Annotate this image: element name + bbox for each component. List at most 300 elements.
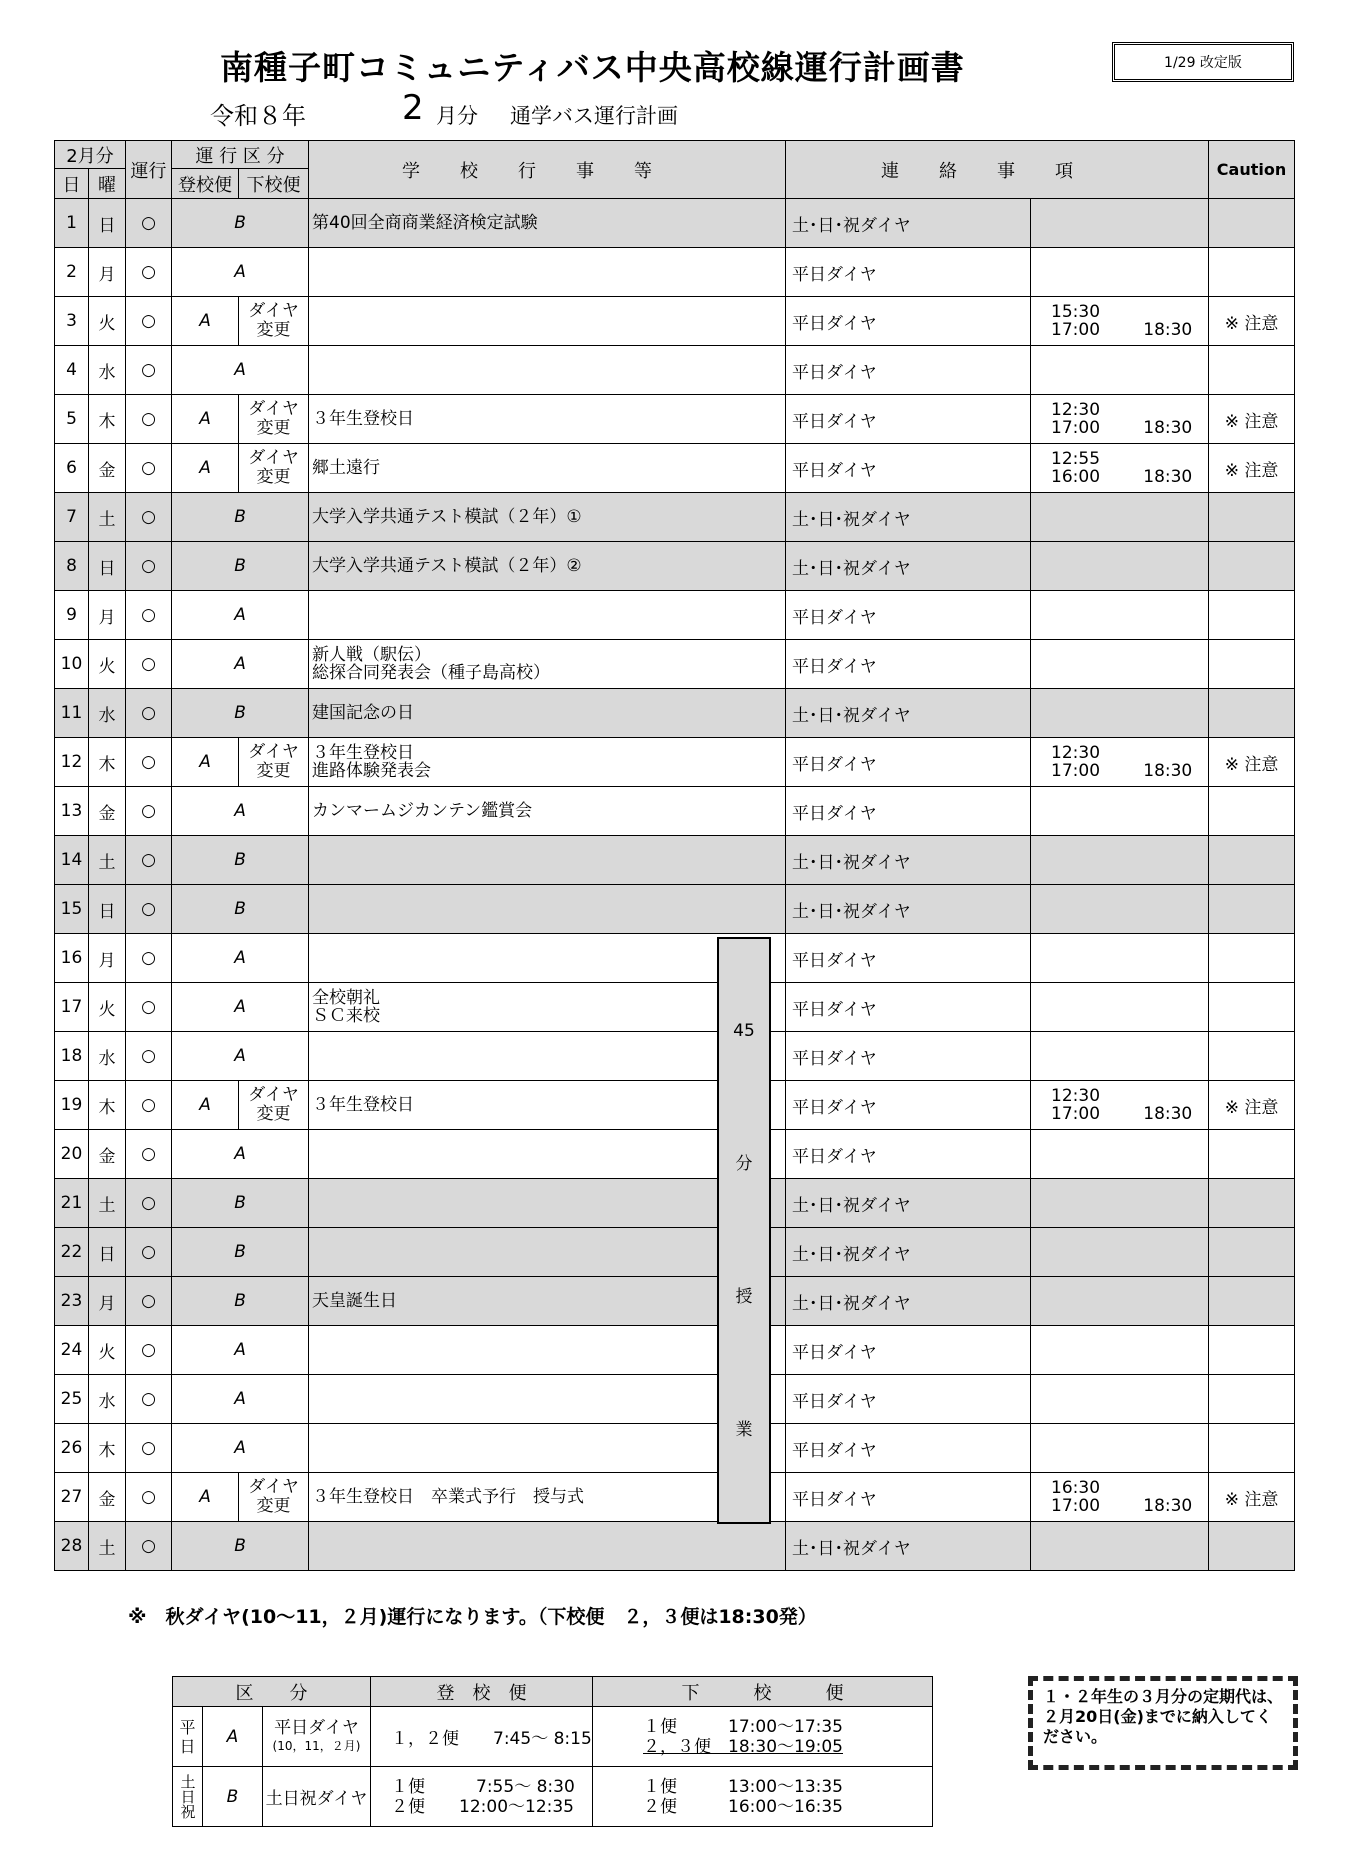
- diagram-type-cell: 平日ダイヤ: [786, 297, 1031, 346]
- table-row: [55, 640, 1295, 689]
- from-school-header: 下校便: [239, 169, 309, 199]
- autumn-schedule-note: ※ 秋ダイヤ(10～11，２月)運行になります。（下校便 ２，３便は18:30発）: [128, 1606, 817, 1628]
- operation-cell: ○: [126, 1032, 172, 1081]
- diagram-type-cell: 平日ダイヤ: [786, 346, 1031, 395]
- operation-cell: ○: [126, 1375, 172, 1424]
- operation-cell: ○: [126, 444, 172, 493]
- weekday-cell: 土: [89, 493, 126, 542]
- diagram-type-cell: 土･日･祝ダイヤ: [786, 885, 1031, 934]
- day-cell: 9: [55, 591, 89, 640]
- operation-cell: ○: [126, 934, 172, 983]
- day-cell: 11: [55, 689, 89, 738]
- category-code: B: [172, 689, 309, 738]
- table-row: [55, 1326, 1295, 1375]
- caution-cell: [1209, 1375, 1295, 1424]
- legend-holiday-group: 土日祝: [173, 1767, 203, 1827]
- table-row: [55, 444, 1295, 493]
- event-cell: 新人戦（駅伝） 総探合同発表会（種子島高校）: [309, 640, 786, 689]
- time-cell: [1031, 787, 1209, 836]
- table-row: [55, 1277, 1295, 1326]
- weekday-cell: 日: [89, 542, 126, 591]
- schedule-change-cell: ダイヤ 変更: [239, 738, 309, 787]
- time-cell: [1031, 885, 1209, 934]
- band-char: 授: [735, 1287, 753, 1307]
- operation-cell: ○: [126, 297, 172, 346]
- legend-holiday-from-2: ２便 16:00～16:35: [643, 1796, 843, 1817]
- legend-weekday-name: 平日ダイヤ: [274, 1717, 359, 1738]
- category-code: A: [172, 983, 309, 1032]
- plan-name: 通学バス運行計画: [510, 104, 678, 128]
- diagram-type-cell: 土･日･祝ダイヤ: [786, 1228, 1031, 1277]
- legend-weekday-months: (10，11，２月): [272, 1738, 361, 1753]
- diagram-type-cell: 土･日･祝ダイヤ: [786, 1179, 1031, 1228]
- to-school-code: A: [172, 1081, 239, 1130]
- weekday-header: 曜: [89, 169, 126, 199]
- caution-cell: [1209, 1130, 1295, 1179]
- event-cell: [309, 591, 786, 640]
- operation-cell: ○: [126, 493, 172, 542]
- diagram-type-cell: 平日ダイヤ: [786, 934, 1031, 983]
- event-cell: 大学入学共通テスト模試（２年）①: [309, 493, 786, 542]
- diagram-type-cell: 土･日･祝ダイヤ: [786, 689, 1031, 738]
- diagram-type-cell: 平日ダイヤ: [786, 1326, 1031, 1375]
- category-code: B: [172, 836, 309, 885]
- schedule-change-cell: ダイヤ 変更: [239, 1081, 309, 1130]
- weekday-cell: 木: [89, 738, 126, 787]
- weekday-cell: 火: [89, 640, 126, 689]
- category-code: A: [172, 1424, 309, 1473]
- operation-cell: ○: [126, 1277, 172, 1326]
- caution-cell: [1209, 689, 1295, 738]
- day-cell: 19: [55, 1081, 89, 1130]
- legend-weekday-code: A: [203, 1707, 263, 1767]
- diagram-type-cell: 土･日･祝ダイヤ: [786, 199, 1031, 248]
- caution-cell: [1209, 1228, 1295, 1277]
- month-number: 2: [402, 88, 424, 128]
- legend-table: [172, 1676, 933, 1827]
- day-cell: 8: [55, 542, 89, 591]
- legend-holiday-to-2: ２便 12:00～12:35: [391, 1796, 574, 1817]
- caution-cell: ※ 注意: [1209, 1473, 1295, 1522]
- revision-badge: 1/29 改定版: [1112, 42, 1294, 82]
- category-code: A: [172, 787, 309, 836]
- caution-cell: [1209, 1179, 1295, 1228]
- band-char: 分: [735, 1154, 753, 1174]
- diagram-type-cell: 平日ダイヤ: [786, 248, 1031, 297]
- time-cell: [1031, 1032, 1209, 1081]
- day-cell: 1: [55, 199, 89, 248]
- weekday-cell: 土: [89, 1179, 126, 1228]
- day-cell: 2: [55, 248, 89, 297]
- day-cell: 14: [55, 836, 89, 885]
- weekday-cell: 金: [89, 787, 126, 836]
- weekday-cell: 水: [89, 1375, 126, 1424]
- table-row: [55, 1228, 1295, 1277]
- legend-weekday-from-1: １便 17:00～17:35: [643, 1716, 843, 1737]
- category-code: B: [172, 542, 309, 591]
- time-cell: [1031, 1375, 1209, 1424]
- operation-cell: ○: [126, 1228, 172, 1277]
- operation-cell: ○: [126, 640, 172, 689]
- events-header: 学校行事等: [309, 141, 786, 199]
- operation-cell: ○: [126, 248, 172, 297]
- time-cell: [1031, 1277, 1209, 1326]
- weekday-cell: 土: [89, 1522, 126, 1571]
- diagram-type-cell: 平日ダイヤ: [786, 1032, 1031, 1081]
- time-cell: [1031, 199, 1209, 248]
- day-cell: 4: [55, 346, 89, 395]
- table-row: [55, 689, 1295, 738]
- weekday-cell: 木: [89, 1081, 126, 1130]
- to-school-header: 登校便: [172, 169, 239, 199]
- operation-cell: ○: [126, 1473, 172, 1522]
- caution-cell: [1209, 346, 1295, 395]
- category-code: A: [172, 934, 309, 983]
- time-cell: 16:30 17:00 18:30: [1031, 1473, 1209, 1522]
- day-cell: 7: [55, 493, 89, 542]
- event-cell: カンマームジカンテン鑑賞会: [309, 787, 786, 836]
- time-cell: 12:30 17:00 18:30: [1031, 738, 1209, 787]
- caution-cell: [1209, 1522, 1295, 1571]
- category-code: A: [172, 1375, 309, 1424]
- caution-cell: [1209, 787, 1295, 836]
- event-cell: [309, 1522, 786, 1571]
- day-cell: 25: [55, 1375, 89, 1424]
- event-cell: [309, 297, 786, 346]
- legend-holiday-from-1: １便 13:00～13:35: [643, 1776, 843, 1797]
- caution-cell: [1209, 640, 1295, 689]
- category-code: B: [172, 1228, 309, 1277]
- category-code: A: [172, 248, 309, 297]
- category-code: A: [172, 591, 309, 640]
- month-unit: 月分: [436, 104, 478, 128]
- caution-cell: [1209, 248, 1295, 297]
- day-cell: 23: [55, 1277, 89, 1326]
- diagram-type-cell: 平日ダイヤ: [786, 1473, 1031, 1522]
- event-cell: [309, 934, 786, 983]
- weekday-cell: 日: [89, 1228, 126, 1277]
- day-cell: 15: [55, 885, 89, 934]
- page-title: 南種子町コミュニティバス中央高校線運行計画書: [220, 48, 965, 87]
- table-row: [55, 1424, 1295, 1473]
- caution-cell: [1209, 199, 1295, 248]
- table-row: [55, 934, 1295, 983]
- event-cell: ３年生登校日: [309, 395, 786, 444]
- event-cell: [309, 1424, 786, 1473]
- schedule-body: [55, 199, 1295, 1571]
- table-row: [55, 1522, 1295, 1571]
- caution-cell: [1209, 1277, 1295, 1326]
- caution-cell: [1209, 542, 1295, 591]
- to-school-code: A: [172, 738, 239, 787]
- day-cell: 20: [55, 1130, 89, 1179]
- operation-cell: ○: [126, 591, 172, 640]
- weekday-cell: 金: [89, 1130, 126, 1179]
- time-cell: 12:30 17:00 18:30: [1031, 1081, 1209, 1130]
- event-cell: 郷土遠行: [309, 444, 786, 493]
- time-cell: [1031, 640, 1209, 689]
- weekday-cell: 水: [89, 346, 126, 395]
- category-code: A: [172, 1032, 309, 1081]
- diagram-type-cell: 平日ダイヤ: [786, 1375, 1031, 1424]
- event-cell: [309, 1375, 786, 1424]
- table-row: [55, 787, 1295, 836]
- time-cell: [1031, 1179, 1209, 1228]
- event-cell: 大学入学共通テスト模試（２年）②: [309, 542, 786, 591]
- diagram-type-cell: 平日ダイヤ: [786, 395, 1031, 444]
- table-row: [55, 1032, 1295, 1081]
- event-cell: [309, 1228, 786, 1277]
- table-row: [55, 346, 1295, 395]
- operation-cell: ○: [126, 1179, 172, 1228]
- day-cell: 26: [55, 1424, 89, 1473]
- time-cell: [1031, 1522, 1209, 1571]
- category-header: 運 行 区 分: [172, 141, 309, 169]
- caution-header: Caution: [1209, 141, 1295, 199]
- category-code: B: [172, 1277, 309, 1326]
- category-code: A: [172, 1130, 309, 1179]
- day-cell: 13: [55, 787, 89, 836]
- time-cell: [1031, 983, 1209, 1032]
- time-cell: [1031, 248, 1209, 297]
- weekday-cell: 土: [89, 836, 126, 885]
- diagram-type-cell: 平日ダイヤ: [786, 1081, 1031, 1130]
- day-cell: 5: [55, 395, 89, 444]
- operation-cell: ○: [126, 787, 172, 836]
- category-code: A: [172, 346, 309, 395]
- category-code: B: [172, 885, 309, 934]
- weekday-cell: 火: [89, 983, 126, 1032]
- 45-minute-class-band: [717, 937, 771, 1524]
- weekday-cell: 金: [89, 444, 126, 493]
- weekday-cell: 水: [89, 689, 126, 738]
- schedule-table: [54, 140, 1295, 1571]
- table-row: [55, 738, 1295, 787]
- legend-weekday-to: １，２便 7:45～ 8:15: [371, 1707, 593, 1767]
- table-row: [55, 493, 1295, 542]
- diagram-type-cell: 土･日･祝ダイヤ: [786, 493, 1031, 542]
- band-char: 業: [735, 1420, 753, 1440]
- time-cell: 12:55 16:00 18:30: [1031, 444, 1209, 493]
- weekday-cell: 月: [89, 1277, 126, 1326]
- day-cell: 12: [55, 738, 89, 787]
- time-cell: [1031, 836, 1209, 885]
- time-cell: [1031, 542, 1209, 591]
- contact-header: 連絡事項: [786, 141, 1209, 199]
- time-cell: 15:30 17:00 18:30: [1031, 297, 1209, 346]
- day-header: 日: [55, 169, 89, 199]
- caution-cell: ※ 注意: [1209, 395, 1295, 444]
- operation-header: 運行: [126, 141, 172, 199]
- time-cell: [1031, 934, 1209, 983]
- diagram-type-cell: 平日ダイヤ: [786, 983, 1031, 1032]
- weekday-cell: 月: [89, 248, 126, 297]
- day-cell: 28: [55, 1522, 89, 1571]
- day-cell: 18: [55, 1032, 89, 1081]
- time-cell: [1031, 1228, 1209, 1277]
- to-school-code: A: [172, 1473, 239, 1522]
- event-cell: 建国記念の日: [309, 689, 786, 738]
- operation-cell: ○: [126, 199, 172, 248]
- diagram-type-cell: 平日ダイヤ: [786, 1130, 1031, 1179]
- event-cell: 全校朝礼 ＳＣ来校: [309, 983, 786, 1032]
- weekday-cell: 金: [89, 1473, 126, 1522]
- diagram-type-cell: 土･日･祝ダイヤ: [786, 836, 1031, 885]
- table-row: [55, 395, 1295, 444]
- weekday-cell: 水: [89, 1032, 126, 1081]
- day-cell: 22: [55, 1228, 89, 1277]
- diagram-type-cell: 土･日･祝ダイヤ: [786, 542, 1031, 591]
- operation-cell: ○: [126, 346, 172, 395]
- day-cell: 27: [55, 1473, 89, 1522]
- event-cell: ３年生登校日 進路体験発表会: [309, 738, 786, 787]
- table-row: [55, 1179, 1295, 1228]
- event-cell: [309, 1130, 786, 1179]
- event-cell: 第40回全商商業経済検定試験: [309, 199, 786, 248]
- time-cell: [1031, 346, 1209, 395]
- legend-weekday-group: 平日: [173, 1707, 203, 1767]
- diagram-type-cell: 土･日･祝ダイヤ: [786, 1277, 1031, 1326]
- diagram-type-cell: 平日ダイヤ: [786, 787, 1031, 836]
- to-school-code: A: [172, 444, 239, 493]
- table-row: [55, 297, 1295, 346]
- event-cell: [309, 1179, 786, 1228]
- schedule-change-cell: ダイヤ 変更: [239, 297, 309, 346]
- caution-cell: [1209, 1424, 1295, 1473]
- weekday-cell: 火: [89, 297, 126, 346]
- day-cell: 17: [55, 983, 89, 1032]
- to-school-code: A: [172, 395, 239, 444]
- time-cell: [1031, 1326, 1209, 1375]
- schedule-change-cell: ダイヤ 変更: [239, 1473, 309, 1522]
- operation-cell: ○: [126, 738, 172, 787]
- event-cell: [309, 1326, 786, 1375]
- day-cell: 6: [55, 444, 89, 493]
- table-row: [55, 1130, 1295, 1179]
- time-cell: [1031, 1424, 1209, 1473]
- time-cell: [1031, 1130, 1209, 1179]
- caution-cell: [1209, 983, 1295, 1032]
- category-code: B: [172, 1179, 309, 1228]
- schedule-change-cell: ダイヤ 変更: [239, 444, 309, 493]
- caution-cell: [1209, 885, 1295, 934]
- time-cell: [1031, 689, 1209, 738]
- caution-cell: [1209, 836, 1295, 885]
- time-cell: 12:30 17:00 18:30: [1031, 395, 1209, 444]
- table-row: [55, 983, 1295, 1032]
- weekday-cell: 日: [89, 199, 126, 248]
- operation-cell: ○: [126, 1424, 172, 1473]
- day-cell: 10: [55, 640, 89, 689]
- commuter-pass-notice: １・２年生の３月分の定期代は、２月20日(金)までに納入してください。: [1028, 1676, 1298, 1770]
- table-row: [55, 591, 1295, 640]
- table-row: [55, 248, 1295, 297]
- caution-cell: ※ 注意: [1209, 297, 1295, 346]
- table-row: [55, 1473, 1295, 1522]
- table-row: [55, 836, 1295, 885]
- event-cell: [309, 836, 786, 885]
- category-code: B: [172, 199, 309, 248]
- operation-cell: ○: [126, 1326, 172, 1375]
- event-cell: 天皇誕生日: [309, 1277, 786, 1326]
- operation-cell: ○: [126, 689, 172, 738]
- weekday-cell: 月: [89, 591, 126, 640]
- weekday-cell: 日: [89, 885, 126, 934]
- caution-cell: [1209, 934, 1295, 983]
- category-code: B: [172, 493, 309, 542]
- weekday-cell: 木: [89, 395, 126, 444]
- day-cell: 21: [55, 1179, 89, 1228]
- caution-cell: [1209, 591, 1295, 640]
- caution-cell: ※ 注意: [1209, 738, 1295, 787]
- diagram-type-cell: 平日ダイヤ: [786, 640, 1031, 689]
- event-cell: ３年生登校日 卒業式予行 授与式: [309, 1473, 786, 1522]
- legend-from-school-header: 下 校 便: [593, 1677, 933, 1707]
- caution-cell: ※ 注意: [1209, 444, 1295, 493]
- event-cell: [309, 1032, 786, 1081]
- caution-cell: [1209, 1326, 1295, 1375]
- band-char: 45: [733, 1021, 755, 1041]
- table-row: [55, 1081, 1295, 1130]
- caution-cell: ※ 注意: [1209, 1081, 1295, 1130]
- weekday-cell: 月: [89, 934, 126, 983]
- diagram-type-cell: 平日ダイヤ: [786, 444, 1031, 493]
- category-code: B: [172, 1522, 309, 1571]
- weekday-cell: 木: [89, 1424, 126, 1473]
- schedule-change-cell: ダイヤ 変更: [239, 395, 309, 444]
- event-cell: [309, 248, 786, 297]
- to-school-code: A: [172, 297, 239, 346]
- table-row: [55, 199, 1295, 248]
- operation-cell: ○: [126, 983, 172, 1032]
- caution-cell: [1209, 1032, 1295, 1081]
- time-cell: [1031, 493, 1209, 542]
- operation-cell: ○: [126, 542, 172, 591]
- day-cell: 16: [55, 934, 89, 983]
- day-cell: 3: [55, 297, 89, 346]
- diagram-type-cell: 平日ダイヤ: [786, 591, 1031, 640]
- table-row: [55, 1375, 1295, 1424]
- operation-cell: ○: [126, 1081, 172, 1130]
- month-header: 2月分: [55, 141, 126, 169]
- legend-holiday-name: 土日祝ダイヤ: [263, 1767, 371, 1827]
- weekday-cell: 火: [89, 1326, 126, 1375]
- day-cell: 24: [55, 1326, 89, 1375]
- diagram-type-cell: 平日ダイヤ: [786, 738, 1031, 787]
- operation-cell: ○: [126, 1522, 172, 1571]
- diagram-type-cell: 土･日･祝ダイヤ: [786, 1522, 1031, 1571]
- event-cell: ３年生登校日: [309, 1081, 786, 1130]
- legend-holiday-code: B: [203, 1767, 263, 1827]
- table-row: [55, 885, 1295, 934]
- legend-weekday-from-2: ２，３便 18:30～19:05: [643, 1736, 843, 1757]
- event-cell: [309, 346, 786, 395]
- operation-cell: ○: [126, 395, 172, 444]
- operation-cell: ○: [126, 836, 172, 885]
- legend-holiday-to-1: １便 7:55～ 8:30: [391, 1776, 575, 1797]
- operation-cell: ○: [126, 885, 172, 934]
- caution-cell: [1209, 493, 1295, 542]
- table-row: [55, 542, 1295, 591]
- diagram-type-cell: 平日ダイヤ: [786, 1424, 1031, 1473]
- time-cell: [1031, 591, 1209, 640]
- category-code: A: [172, 1326, 309, 1375]
- category-code: A: [172, 640, 309, 689]
- operation-cell: ○: [126, 1130, 172, 1179]
- era-label: 令和８年: [210, 102, 306, 130]
- event-cell: [309, 885, 786, 934]
- legend-to-school-header: 登 校 便: [371, 1677, 593, 1707]
